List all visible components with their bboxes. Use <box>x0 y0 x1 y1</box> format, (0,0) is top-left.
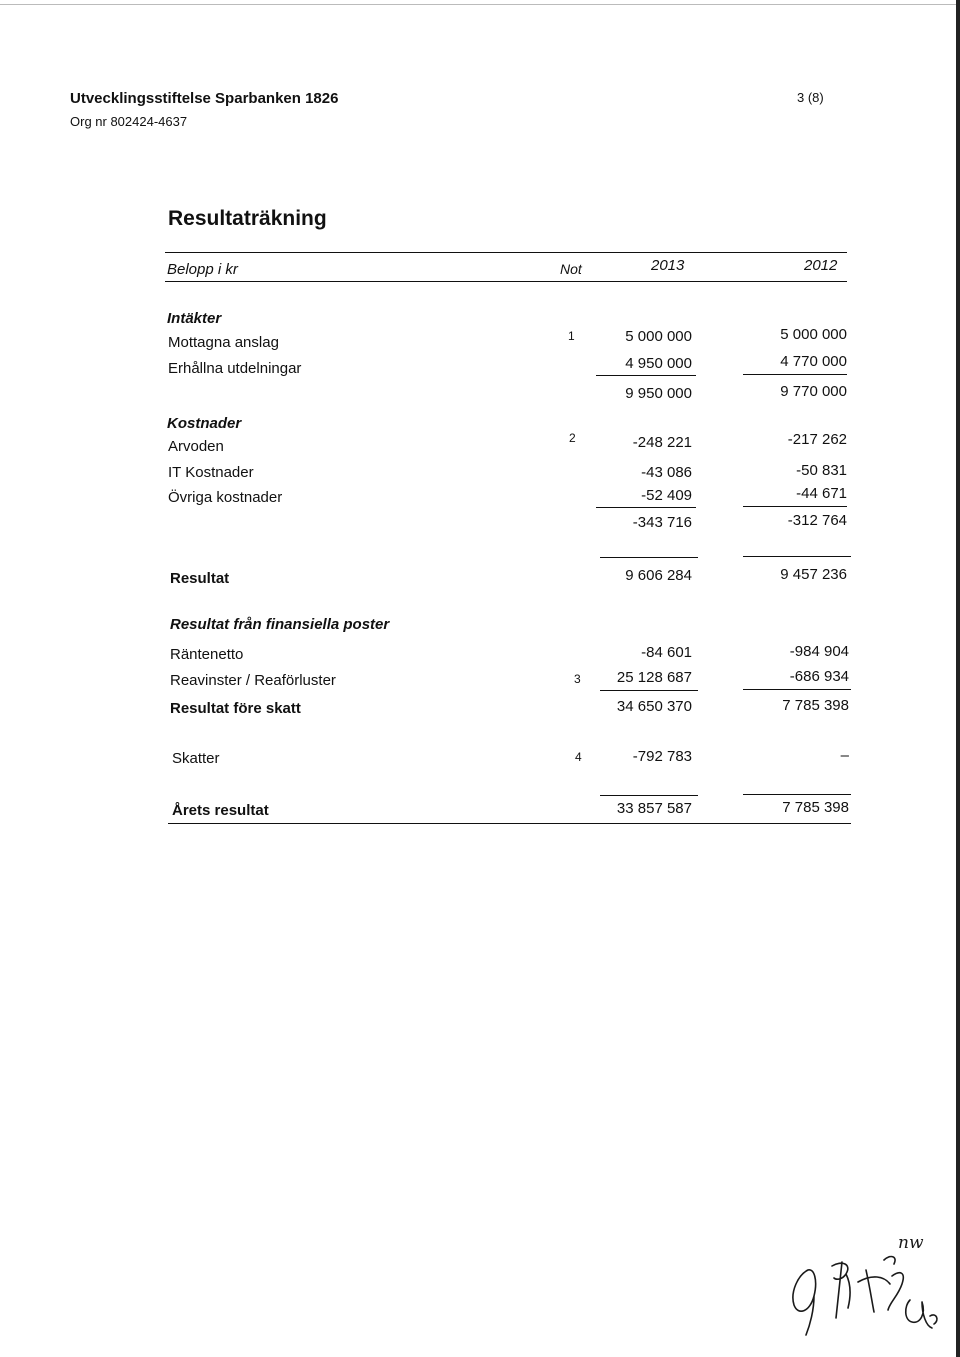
org-number: Org nr 802424-4637 <box>70 114 188 129</box>
tax-value-2012: – <box>840 747 849 764</box>
row-note: 2 <box>569 431 576 445</box>
row-note: 3 <box>574 672 581 686</box>
handwritten-signature <box>780 1230 940 1340</box>
tax-value-2013: -792 783 <box>632 748 692 765</box>
annual-result-label: Årets resultat <box>172 802 269 819</box>
column-year-2012: 2012 <box>804 257 838 274</box>
row-value-2012: -50 831 <box>796 462 847 479</box>
column-note-label: Not <box>560 261 582 277</box>
header-bottom-rule <box>165 281 847 282</box>
row-value-2013: -43 086 <box>641 464 692 481</box>
subtotal-rule-2013 <box>596 375 696 376</box>
row-value-2012: -686 934 <box>789 668 849 685</box>
tax-label: Skatter <box>172 750 220 767</box>
result-label: Resultat <box>170 570 230 587</box>
pretax-rule-2013 <box>600 690 698 691</box>
row-value-2012: -984 904 <box>789 643 849 660</box>
row-label: Övriga kostnader <box>168 489 283 506</box>
row-value-2013: 5 000 000 <box>625 328 692 345</box>
signature-initials: nw <box>898 1233 924 1253</box>
result-value-2012: 9 457 236 <box>780 566 847 583</box>
row-value-2013: -248 221 <box>632 434 692 451</box>
tax-note: 4 <box>575 750 582 764</box>
annual-rule-2013 <box>600 795 698 796</box>
row-note: 1 <box>568 329 575 343</box>
subtotal-rule-2012 <box>743 506 847 507</box>
row-value-2013: 25 128 687 <box>616 669 692 686</box>
costs-total-2013: -343 716 <box>632 514 692 531</box>
bottom-rule <box>168 823 851 824</box>
subtotal-rule-2013 <box>596 507 696 508</box>
org-name: Utvecklingsstiftelse Sparbanken 1826 <box>70 90 339 107</box>
result-value-2013: 9 606 284 <box>625 567 692 584</box>
column-unit-label: Belopp i kr <box>167 261 238 278</box>
result-rule-2013 <box>600 557 698 558</box>
row-label: Reavinster / Reaförluster <box>170 672 336 689</box>
row-value-2013: -84 601 <box>641 644 692 661</box>
subtotal-rule-2012 <box>743 374 847 375</box>
row-label: Arvoden <box>168 438 224 455</box>
result-rule-2012 <box>743 556 851 557</box>
pretax-rule-2012 <box>743 689 851 690</box>
pretax-value-2012: 7 785 398 <box>782 697 849 714</box>
row-value-2013: 4 950 000 <box>625 355 692 372</box>
right-edge-bar <box>956 0 960 1357</box>
annual-rule-2012 <box>743 794 851 795</box>
row-value-2012: -44 671 <box>796 485 847 502</box>
column-year-2013: 2013 <box>651 257 685 274</box>
income-total-2012: 9 770 000 <box>780 383 847 400</box>
header-top-rule <box>165 252 847 253</box>
row-label: Mottagna anslag <box>168 334 279 351</box>
costs-total-2012: -312 764 <box>787 512 847 529</box>
row-label: Erhållna utdelningar <box>168 360 302 377</box>
row-label: Räntenetto <box>170 646 244 663</box>
section-financial: Resultat från finansiella poster <box>170 616 390 633</box>
section-income: Intäkter <box>167 310 222 327</box>
row-value-2012: 4 770 000 <box>780 353 847 370</box>
page-number: 3 (8) <box>797 90 824 105</box>
pretax-label: Resultat före skatt <box>170 700 301 717</box>
row-value-2012: -217 262 <box>787 431 847 448</box>
section-costs: Kostnader <box>167 415 242 432</box>
top-border-line <box>0 4 960 5</box>
income-total-2013: 9 950 000 <box>625 385 692 402</box>
row-value-2012: 5 000 000 <box>780 326 847 343</box>
row-value-2013: -52 409 <box>641 487 692 504</box>
report-title: Resultaträkning <box>168 207 327 230</box>
annual-result-2013: 33 857 587 <box>616 800 692 817</box>
row-label: IT Kostnader <box>168 464 254 481</box>
pretax-value-2013: 34 650 370 <box>616 698 692 715</box>
annual-result-2012: 7 785 398 <box>782 799 849 816</box>
